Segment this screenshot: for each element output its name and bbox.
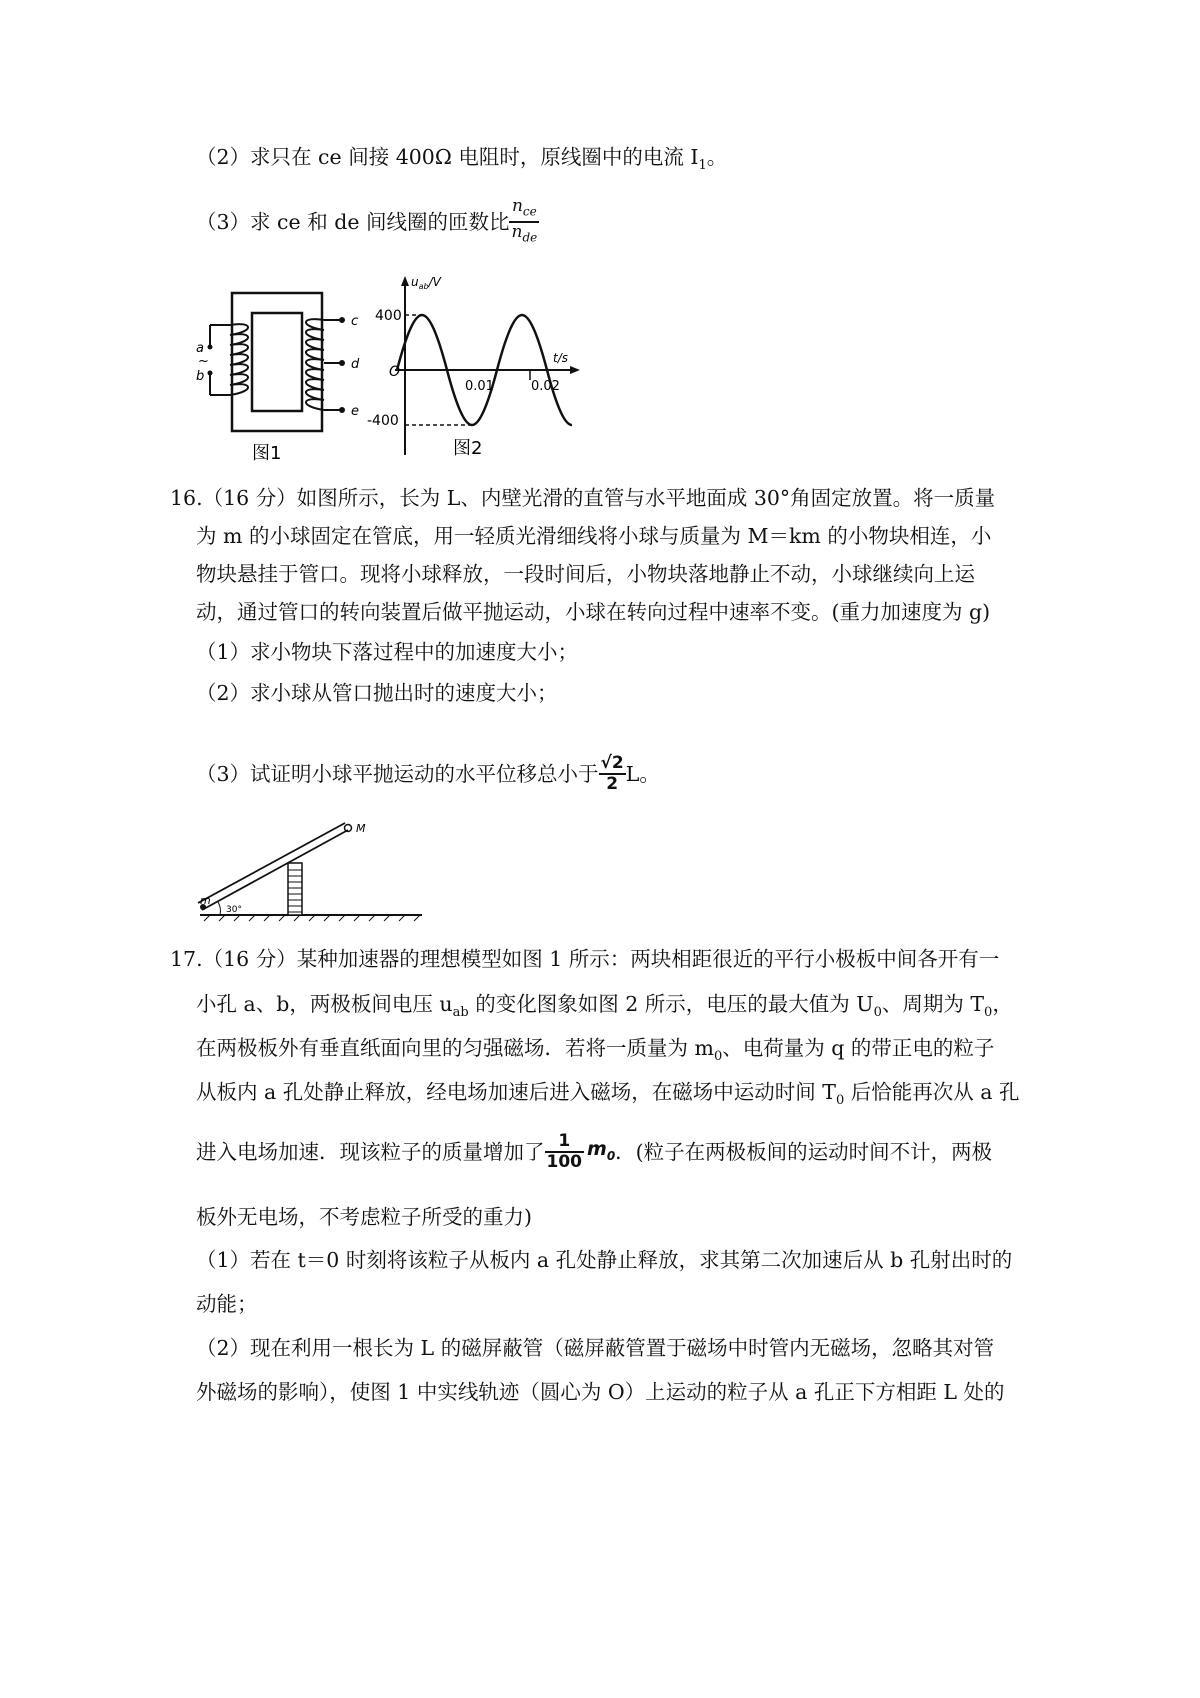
q17-m0: $m_0$	[587, 1137, 616, 1163]
fig1-caption: 图1	[252, 443, 282, 464]
q16-sqrt2-fraction	[599, 754, 626, 794]
q16-line4: 动，通过管口的转向装置后做平抛运动，小球在转向过程中速率不变。(重力加速度为 g)	[196, 600, 991, 624]
q17-frac-num: 1	[558, 1131, 571, 1151]
label-c: c	[351, 314, 359, 329]
q17-line5-text: 进入电场加速．现该粒子的质量增加了	[196, 1140, 545, 1164]
x1-label: 0.01	[465, 379, 494, 394]
tube-lower-edge	[202, 830, 348, 910]
x-axis-label: t/s	[553, 351, 568, 365]
q15-part2	[196, 143, 727, 180]
q16-part3	[196, 745, 660, 803]
origin-label: O	[389, 364, 401, 380]
label-tilde: ~	[198, 354, 209, 369]
x2-label: 0.02	[531, 379, 560, 394]
q15-turn-ratio-fraction	[509, 197, 539, 248]
label-a: a	[196, 341, 204, 356]
label-d: d	[351, 357, 360, 372]
q15-frac-den-sub: de	[522, 230, 538, 245]
ymin-label: -400	[367, 413, 399, 429]
support-post	[288, 863, 302, 915]
q16-part3-end: L。	[625, 762, 660, 786]
q16-part3-text: （3）试证明小球平抛运动的水平位移总小于	[196, 762, 599, 786]
q17-line5	[196, 1123, 992, 1181]
q16-frac-num: √2	[600, 753, 624, 773]
q17-part2b: 外磁场的影响），使图 1 中实线轨迹（圆心为 O）上运动的粒子从 a 孔正下方相距 L 处的	[196, 1380, 1005, 1404]
q16-fig-incline	[190, 820, 430, 925]
tube-upper-edge	[198, 823, 345, 903]
label-M: M	[356, 822, 366, 835]
label-b: b	[196, 369, 205, 384]
q17-line1: 17.（16 分）某种加速器的理想模型如图 1 所示：两块相距很近的平行小极板中间各开有一	[170, 947, 1000, 971]
q16-line3: 物块悬挂于管口。现将小球释放，一段时间后，小物块落地静止不动，小球继续向上运	[196, 562, 975, 586]
label-angle: 30°	[226, 905, 242, 915]
q15-part2-sub: 1	[698, 158, 707, 174]
q16-part1: （1）求小物块下落过程中的加速度大小；	[196, 640, 579, 664]
x-axis-arrow	[570, 366, 580, 374]
q16-part2: （2）求小球从管口抛出时的速度大小；	[196, 681, 558, 705]
y-axis-arrow	[401, 276, 409, 286]
q17-line3: 在两极板外有垂直纸面向里的匀强磁场．若将一质量为 $m_0$、电荷量为 q 的带正电的粒子	[196, 1036, 995, 1065]
q17-part1a: （1）若在 t＝0 时刻将该粒子从板内 a 孔处静止释放，求其第二次加速后从 b 孔射出时的	[196, 1248, 1013, 1272]
q16-line2: 为 m 的小球固定在管底，用一轻质光滑细线将小球与质量为 M＝km 的小物块相连，小	[196, 524, 992, 548]
q16-line1: 16.（16 分）如图所示，长为 L、内壁光滑的直管与水平地面成 30°角固定放置。将一质量	[170, 486, 996, 510]
q17-mass-fraction	[545, 1132, 585, 1172]
q17-frac-den: 100	[546, 1152, 582, 1172]
fig2-caption: 图2	[453, 438, 483, 459]
angle-arc	[218, 902, 220, 915]
core-inner	[252, 313, 302, 411]
y-axis-label: $u_{ab}/V$	[411, 275, 441, 291]
q15-part3-text: （3）求 ce 和 de 间线圈的匝数比	[196, 210, 510, 234]
label-e: e	[351, 404, 359, 419]
q17-part2a: （2）现在利用一根长为 L 的磁屏蔽管（磁屏蔽管置于磁场中时管内无磁场，忽略其对管	[196, 1336, 995, 1360]
q15-frac-num: n	[511, 195, 523, 216]
q17-line5-end: ．(粒子在两极板间的运动时间不计，两极	[615, 1140, 993, 1164]
q15-part2-end: 。	[706, 145, 728, 169]
label-m: m	[200, 894, 211, 907]
q16-frac-den: 2	[606, 774, 619, 794]
q15-fig1-transformer	[190, 285, 365, 465]
ymax-label: 400	[375, 308, 402, 324]
q17-line6: 板外无电场，不考虑粒子所受的重力)	[196, 1205, 532, 1229]
q17-line4: 从板内 a 孔处静止释放，经电场加速后进入磁场，在磁场中运动时间 $T_0$ 后恰能再次从 a 孔	[196, 1080, 1020, 1109]
q15-part3	[196, 196, 539, 248]
q15-fig2-voltage-graph	[365, 270, 585, 470]
q17-line2: 小孔 a、b，两极板间电压 $u_{ab}$ 的变化图象如图 2 所示，电压的最大值为 $U_0$、周期为 $T_0$，	[196, 992, 1013, 1021]
q15-frac-num-sub: ce	[522, 204, 537, 218]
q17-part1b: 动能；	[196, 1292, 258, 1316]
q15-part2-text: （2）求只在 ce 间接 400Ω 电阻时，原线圈中的电流 I	[196, 145, 699, 169]
q15-frac-den: n	[511, 222, 523, 242]
